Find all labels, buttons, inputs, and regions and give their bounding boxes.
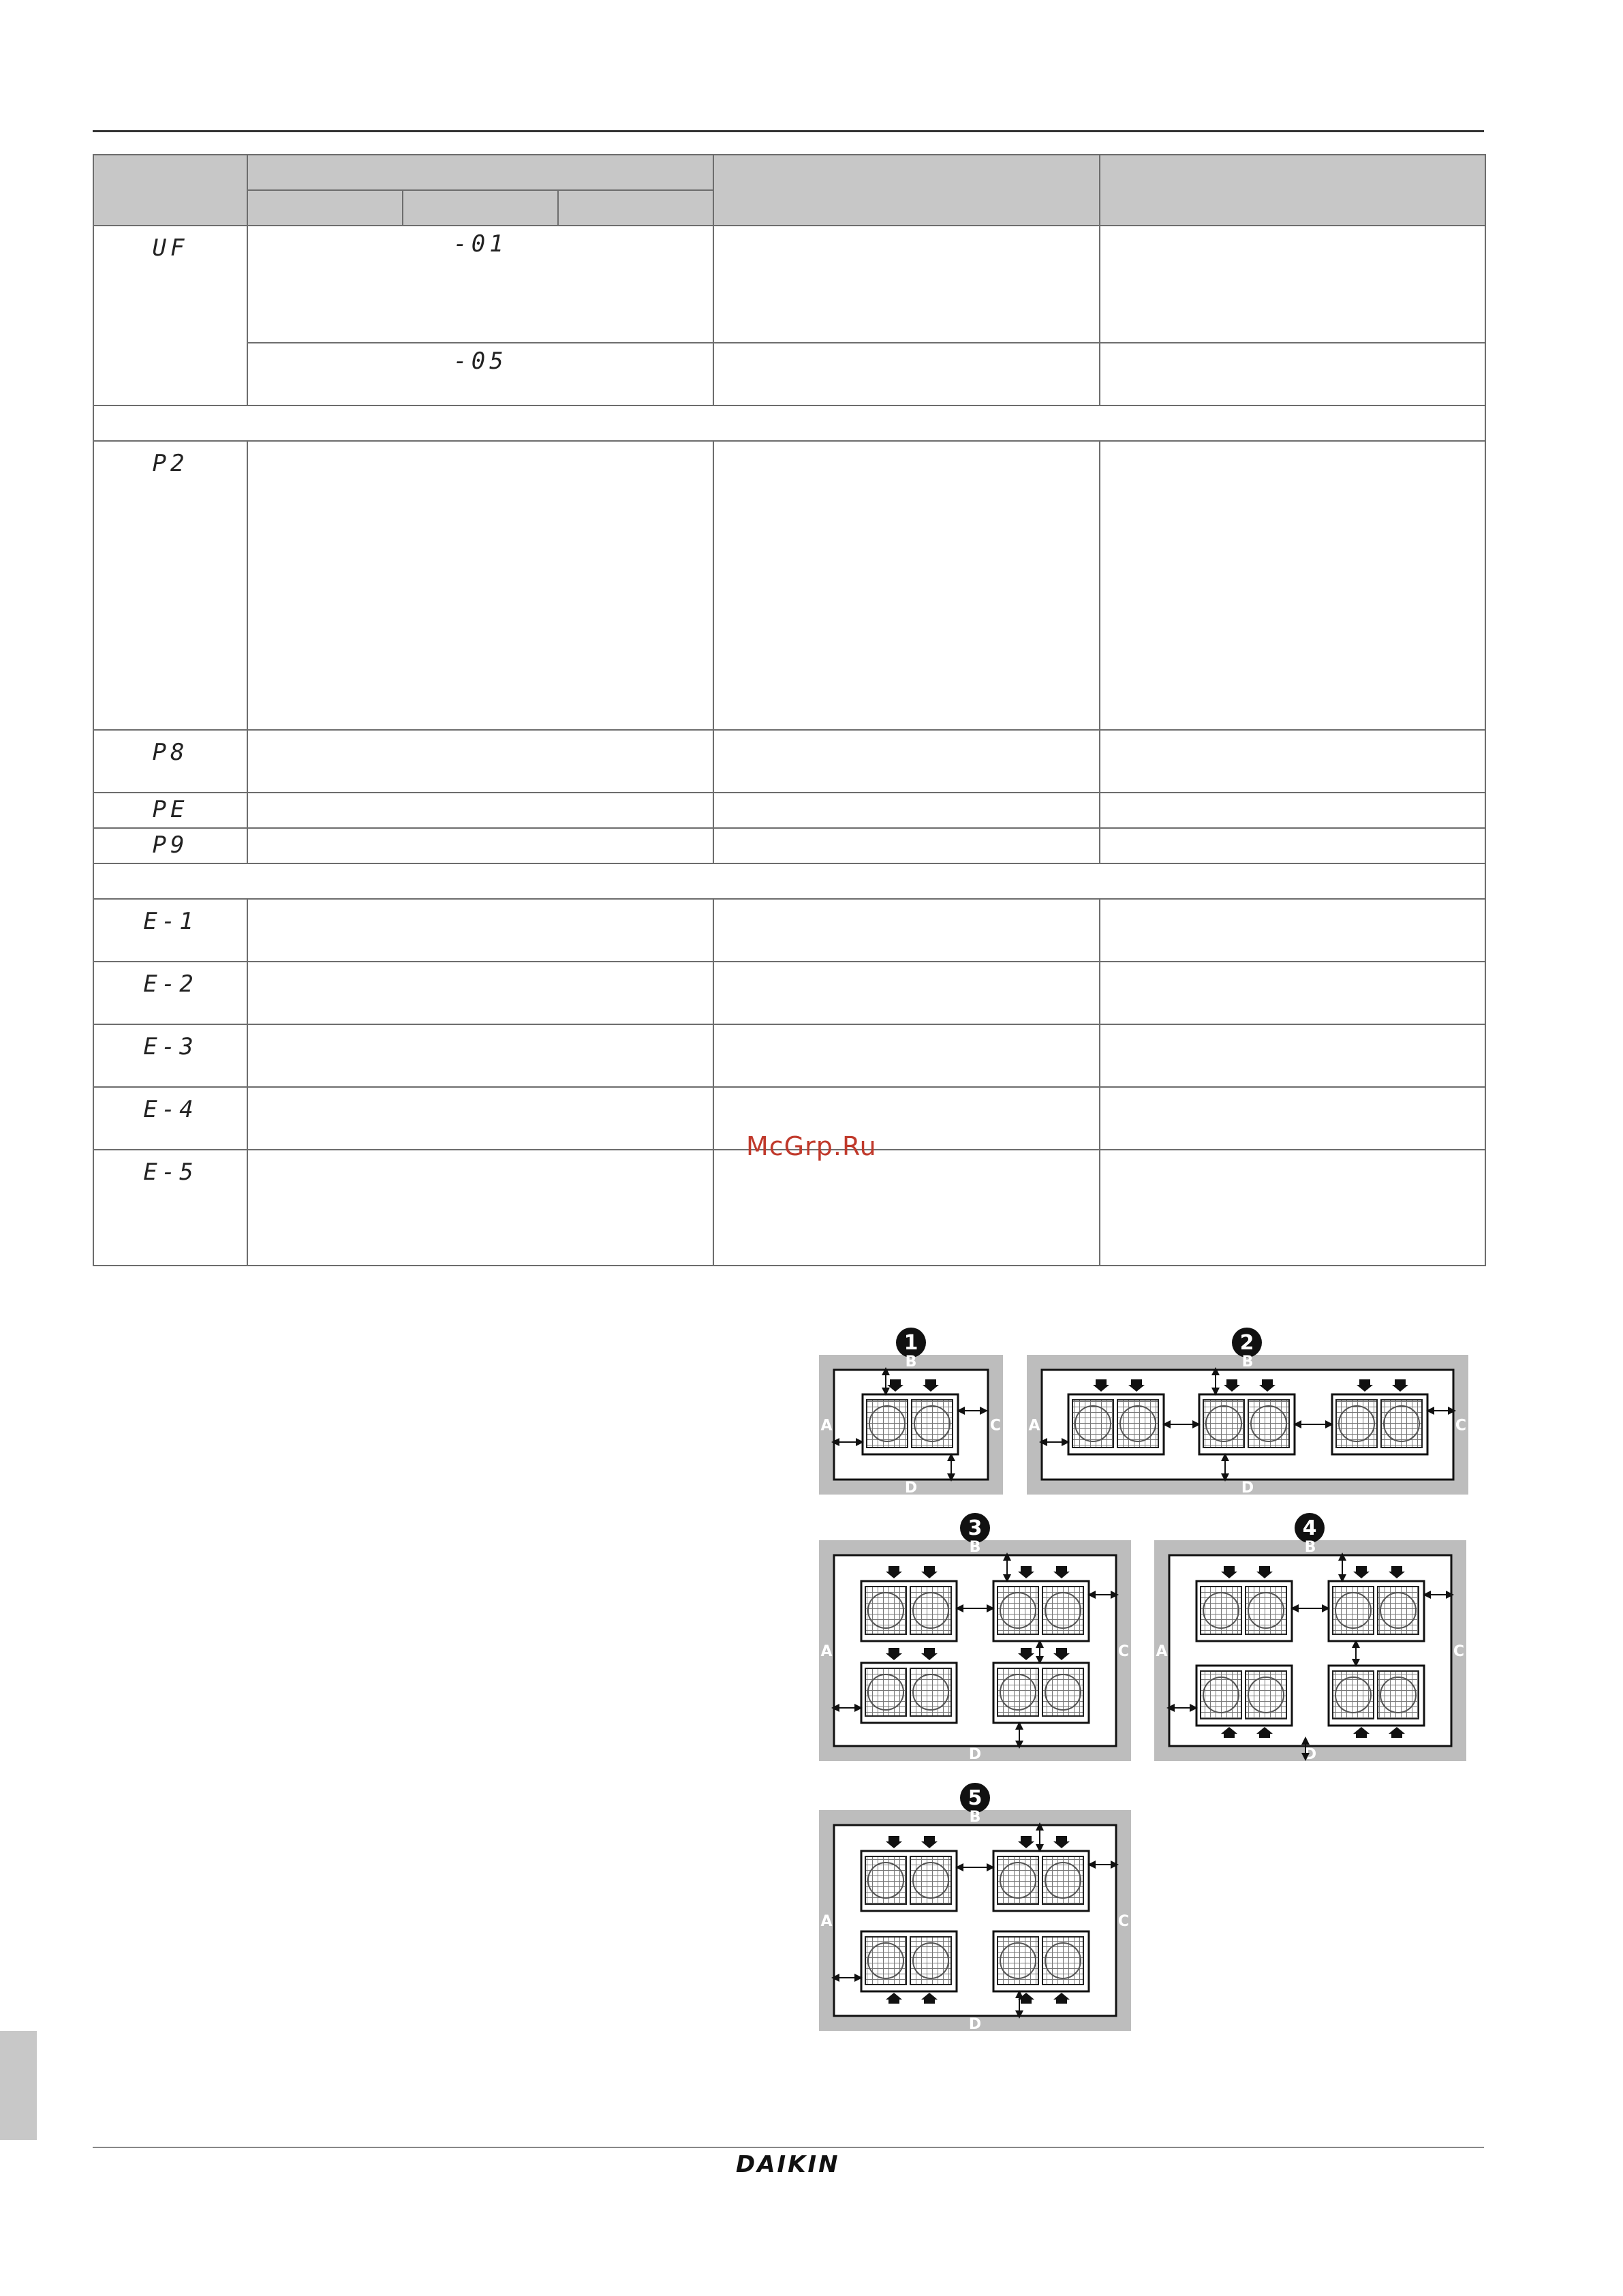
error-code: UF [93, 226, 247, 405]
error-code: P8 [93, 730, 247, 793]
sub-code: -01 [247, 226, 713, 343]
side-label-d: D [1241, 1480, 1254, 1497]
error-code: E-3 [93, 1024, 247, 1087]
fan-grille [1336, 1400, 1377, 1448]
side-label-b: B [905, 1353, 917, 1371]
fan-grille [998, 1856, 1038, 1904]
fan-grille [1246, 1671, 1286, 1719]
side-label-b: B [1304, 1539, 1316, 1556]
footer-rule [93, 2147, 1484, 2148]
side-label-c: C [1117, 1913, 1130, 1930]
side-label-d: D [904, 1480, 918, 1497]
error-code: PE [93, 793, 247, 828]
diagram-number: 3 [968, 1516, 983, 1540]
fan-grille [1072, 1400, 1113, 1448]
diagram-layer [819, 1328, 1468, 2033]
side-label-a: A [820, 1913, 833, 1930]
error-code: P2 [93, 441, 247, 730]
side-label-c: C [1455, 1417, 1467, 1435]
side-label-c: C [1117, 1643, 1130, 1660]
fan-grille [1378, 1671, 1419, 1719]
fan-grille [1378, 1587, 1419, 1634]
fan-grille [867, 1400, 908, 1448]
diagram-number: 4 [1302, 1516, 1317, 1540]
fan-grille [910, 1587, 951, 1634]
error-code: P9 [93, 828, 247, 863]
fan-grille [865, 1937, 906, 1985]
daikin-logo: DAIKIN [736, 2151, 840, 2178]
diagram-2 [1027, 1328, 1468, 1497]
fan-grille [1201, 1587, 1241, 1634]
fan-grille [1381, 1400, 1422, 1448]
side-label-b: B [969, 1809, 981, 1826]
fan-grille [1042, 1856, 1083, 1904]
fan-grille [865, 1668, 906, 1716]
side-label-d: D [1303, 1746, 1317, 1763]
side-label-a: A [1028, 1417, 1040, 1435]
fan-grille [1201, 1671, 1241, 1719]
fan-grille [998, 1937, 1038, 1985]
fan-grille [1203, 1400, 1244, 1448]
fan-grille [1333, 1671, 1374, 1719]
side-label-a: A [1156, 1643, 1168, 1660]
fan-grille [1248, 1400, 1289, 1448]
diagram-number: 1 [903, 1331, 918, 1355]
diagram-5 [819, 1783, 1131, 2033]
fan-grille [1042, 1587, 1083, 1634]
side-label-c: C [1453, 1643, 1465, 1660]
fan-grille [998, 1587, 1038, 1634]
fan-grille [1333, 1587, 1374, 1634]
fan-grille [1042, 1937, 1083, 1985]
fan-grille [910, 1937, 951, 1985]
error-code: E-4 [93, 1087, 247, 1150]
fan-grille [912, 1400, 953, 1448]
side-label-a: A [820, 1643, 833, 1660]
fan-grille [998, 1668, 1038, 1716]
side-label-d: D [968, 2016, 982, 2033]
fan-grille [1246, 1587, 1286, 1634]
error-code: E-2 [93, 962, 247, 1024]
fan-grille [1042, 1668, 1083, 1716]
side-tab [0, 2031, 37, 2140]
watermark: McGrp.Ru [746, 1131, 877, 1161]
side-label-b: B [969, 1539, 981, 1556]
side-label-a: A [820, 1417, 833, 1435]
fan-grille [910, 1856, 951, 1904]
side-label-c: C [989, 1417, 1002, 1435]
fan-grille [1117, 1400, 1158, 1448]
diagram-3 [819, 1513, 1131, 1763]
fan-grille [865, 1856, 906, 1904]
error-code: E-1 [93, 899, 247, 962]
diagram-1 [819, 1328, 1003, 1497]
sub-code: -05 [247, 343, 713, 405]
diagram-number: 5 [968, 1786, 983, 1810]
error-code: E-5 [93, 1150, 247, 1266]
side-label-b: B [1241, 1353, 1254, 1371]
fan-grille [865, 1587, 906, 1634]
fan-grille [910, 1668, 951, 1716]
diagram-4 [1154, 1513, 1466, 1763]
diagram-number: 2 [1239, 1331, 1254, 1355]
side-label-d: D [968, 1746, 982, 1763]
